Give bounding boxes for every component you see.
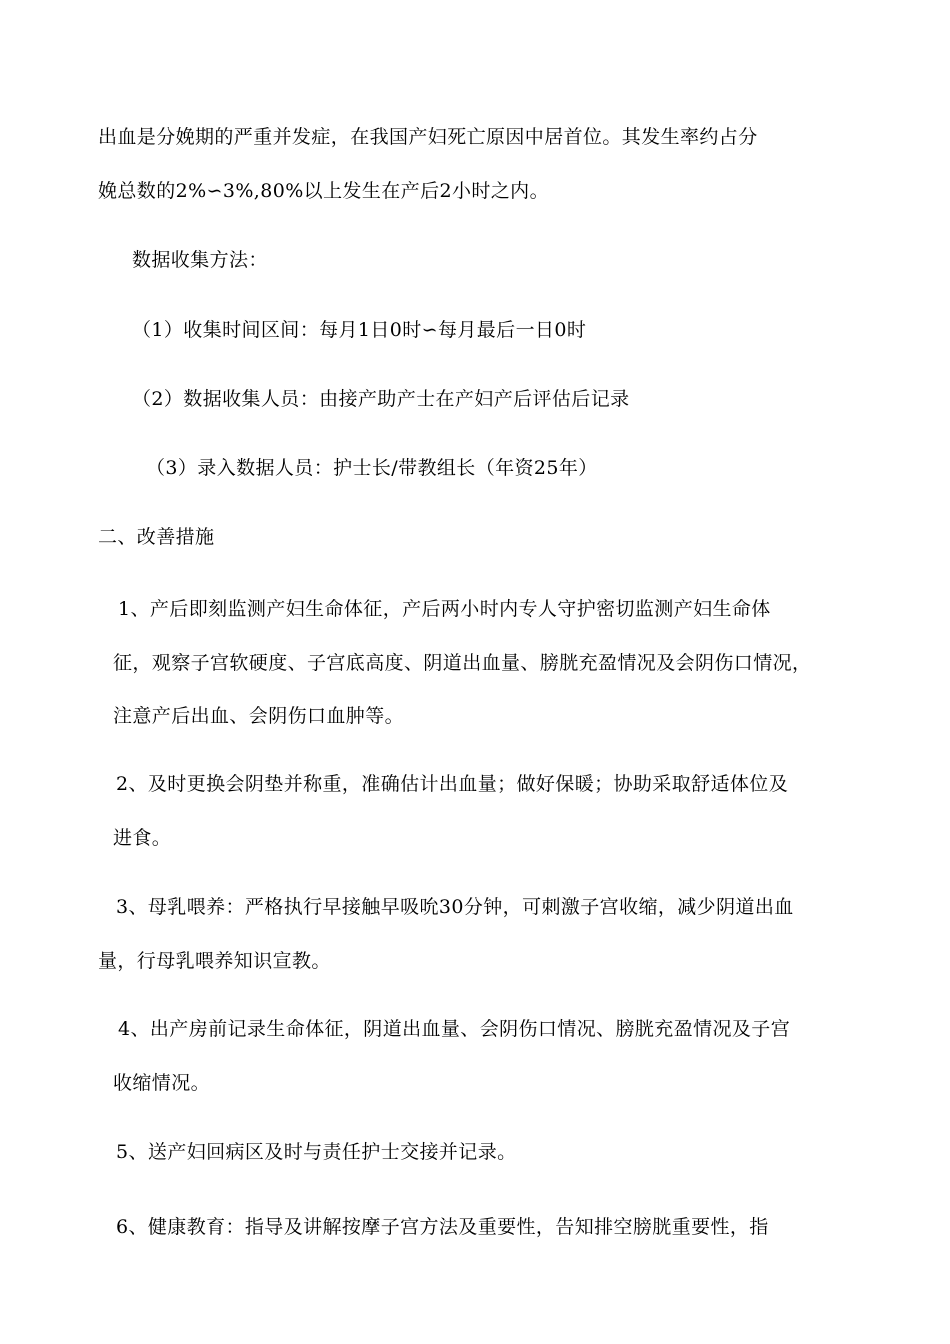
section-heading: 二、改善措施 (98, 526, 215, 548)
measure-1-line-2: 征，观察子宫软硬度、子宫底高度、阴道出血量、膀胱充盈情况及会阴伤口情况， (113, 652, 812, 674)
data-collection-item-2: （2）数据收集人员：由接产助产士在产妇产后评估后记录 (132, 388, 630, 410)
measure-5-line-1: 5、送产妇回病区及时与责任护士交接并记录。 (116, 1141, 517, 1163)
measure-2-line-2: 进食。 (113, 827, 172, 849)
measure-4-line-1: 4、出产房前记录生命体征，阴道出血量、会阴伤口情况、膀胱充盈情况及子宫 (118, 1018, 791, 1040)
measure-4-line-2: 收缩情况。 (113, 1072, 211, 1094)
measure-2-line-1: 2、及时更换会阴垫并称重，准确估计出血量；做好保暖；协助采取舒适体位及 (116, 773, 789, 795)
measure-3-line-2: 量，行母乳喂养知识宣教。 (98, 950, 331, 972)
data-collection-item-1: （1）收集时间区间：每月1日0时∽每月最后一日0时 (132, 319, 587, 341)
measure-3-line-1: 3、母乳喂养：严格执行早接触早吸吮30分钟，可刺激子宫收缩，减少阴道出血 (116, 896, 794, 918)
data-collection-item-3: （3）录入数据人员：护士长/带教组长（年资25年） (146, 457, 598, 479)
measure-6-line-1: 6、健康教育：指导及讲解按摩子宫方法及重要性，告知排空膀胱重要性，指 (116, 1216, 769, 1238)
measure-1-line-3: 注意产后出血、会阴伤口血肿等。 (113, 705, 405, 727)
measure-1-line-1: 1、产后即刻监测产妇生命体征，产后两小时内专人守护密切监测产妇生命体 (118, 598, 771, 620)
intro-line-2: 娩总数的2%∽3%,80%以上发生在产后2小时之内。 (98, 180, 549, 202)
data-collection-heading: 数据收集方法： (132, 249, 268, 271)
intro-line-1: 出血是分娩期的严重并发症，在我国产妇死亡原因中居首位。其发生率约占分 (98, 126, 758, 148)
